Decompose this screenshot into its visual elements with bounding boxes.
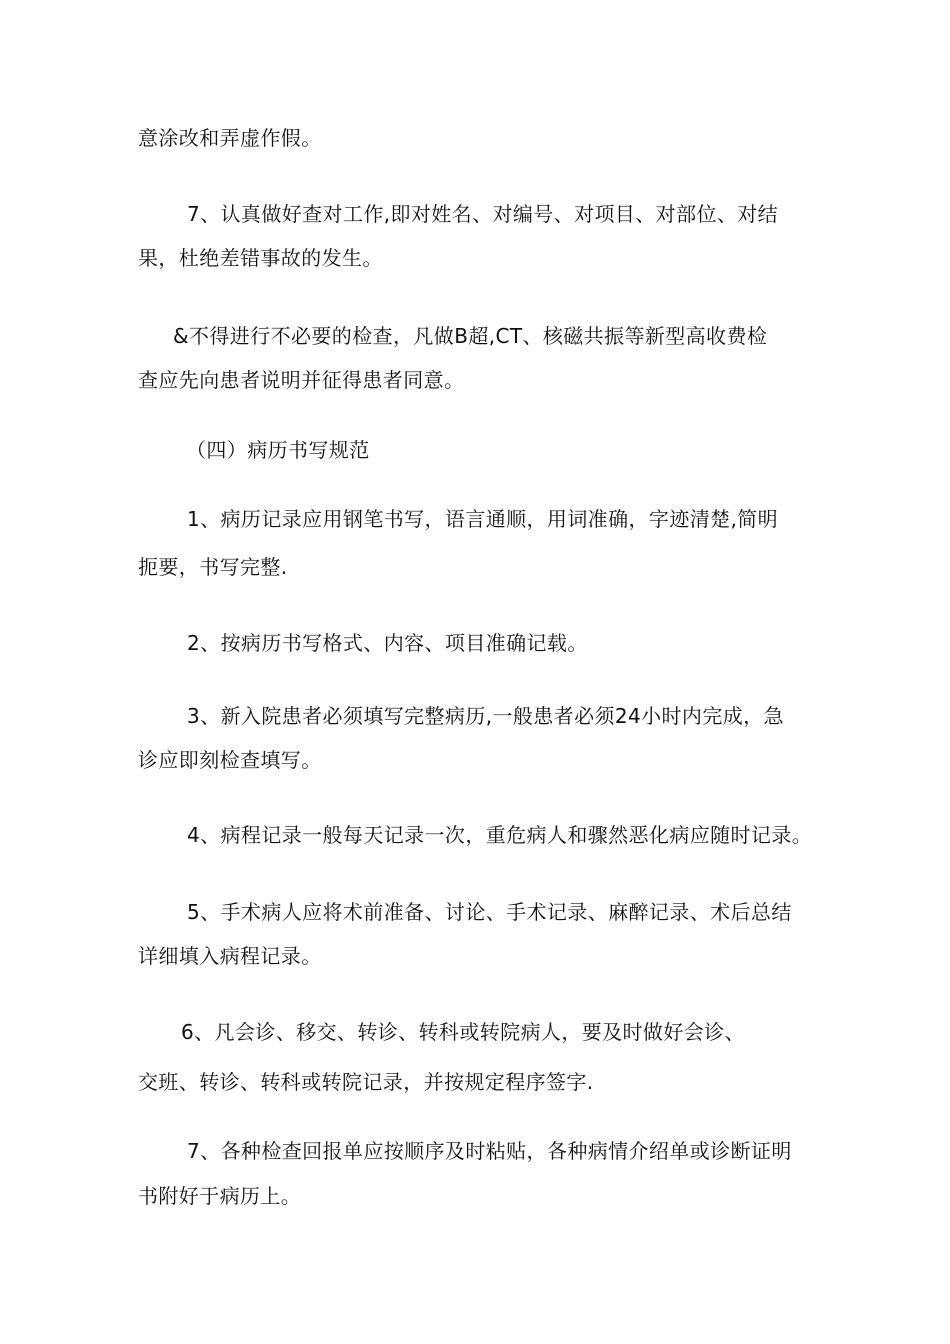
text-line: 1、病历记录应用钢笔书写，语言通顺，用词准确，字迹清楚,简明 <box>187 507 779 531</box>
text-line: 交班、转诊、转科或转院记录，并按规定程序签字. <box>138 1070 594 1094</box>
text-line: 4、病程记录一般每天记录一次，重危病人和骤然恶化病应随时记录。 <box>187 823 813 847</box>
text-line: 意涂改和弄虚作假。 <box>138 126 322 150</box>
text-line: 5、手术病人应将术前准备、讨论、手术记录、麻醉记录、术后总结 <box>187 900 792 924</box>
text-line: 详细填入病程记录。 <box>138 944 322 968</box>
text-line: 果，杜绝差错事故的发生。 <box>138 246 383 270</box>
text-line: 6、凡会诊、移交、转诊、转科或转院病人，要及时做好会诊、 <box>181 1020 745 1044</box>
text-line: &不得进行不必要的检查，凡做B超,CT、核磁共振等新型高收费检 <box>173 324 768 348</box>
text-line: 书附好于病历上。 <box>138 1184 302 1208</box>
text-line: 扼要，书写完整. <box>138 555 288 579</box>
text-line: 诊应即刻检查填写。 <box>138 748 322 772</box>
text-line: 7、认真做好查对工作,即对姓名、对编号、对项目、对部位、对结 <box>187 202 779 226</box>
text-line: 2、按病历书写格式、内容、项目准确记载。 <box>187 631 588 655</box>
text-line: 查应先向患者说明并征得患者同意。 <box>138 368 465 392</box>
text-line: 7、各种检查回报单应按顺序及时粘贴，各种病情介绍单或诊断证明 <box>187 1139 792 1163</box>
section-heading: （四）病历书写规范 <box>186 438 370 462</box>
text-line: 3、新入院患者必须填写完整病历,一般患者必须24小时内完成，急 <box>187 704 784 728</box>
